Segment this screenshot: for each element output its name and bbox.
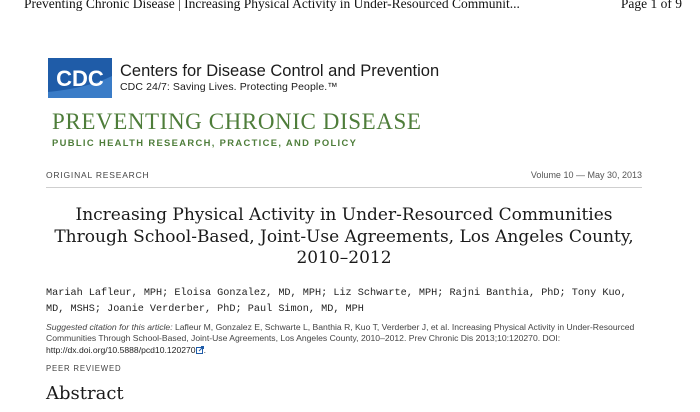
cdc-wordmark [120,62,439,94]
citation-text: Lafleur M, Gonzalez E, Schwarte L, Banthia R, Kuo T, Verderber J, et al. Increasing Physical Activity in Under-Resourced Communities Through School-Based, Joint-Use Agreements, Los Angeles County, 2010–2012. Prev Chronic Dis 2013;10:120270. DOI: [46,322,635,344]
print-header-title: Preventing Chronic Disease | Increasing Physical Activity in Under-Resourced Communit... [24,0,520,11]
volume-date: Volume 10 — May 30, 2013 [530,170,642,180]
article-type: ORIGINAL RESEARCH [46,170,150,180]
print-header-page: Page 1 of 9 [620,0,682,11]
citation-label: Suggested citation for this article: [46,322,173,332]
meta-divider [46,187,642,188]
doi-link[interactable]: http://dx.doi.org/10.5888/pcd10.120270 [46,344,196,355]
author-list: Mariah Lafleur, MPH; Eloisa Gonzalez, MD, MPH; Liz Schwarte, MPH; Rajni Banthia, PhD; Tony Kuo, MD, MSHS; Joanie Verderber, PhD; Paul Simon, MD, MPH [46,288,627,315]
abstract-heading: Abstract [46,383,124,404]
citation-end: . [203,344,206,355]
article-meta [46,170,642,184]
peer-reviewed-label: PEER REVIEWED [46,364,122,373]
article-title: Increasing Physical Activity in Under-Resourced Communities Through School-Based, Joint-Use Agreements, Los Angeles County, 2010–2012 [54,205,634,268]
journal-title: PREVENTING CHRONIC DISEASE [52,109,422,134]
external-link-icon[interactable] [196,346,204,354]
cdc-logo-text: CDC [56,66,104,91]
suggested-citation [46,322,646,356]
org-tagline: CDC 24/7: Saving Lives. Protecting People.™ [120,81,338,93]
journal-subtitle: PUBLIC HEALTH RESEARCH, PRACTICE, AND POLICY [52,137,358,148]
cdc-logo[interactable] [48,58,112,98]
print-header [0,0,700,14]
org-name: Centers for Disease Control and Prevention [120,62,440,80]
